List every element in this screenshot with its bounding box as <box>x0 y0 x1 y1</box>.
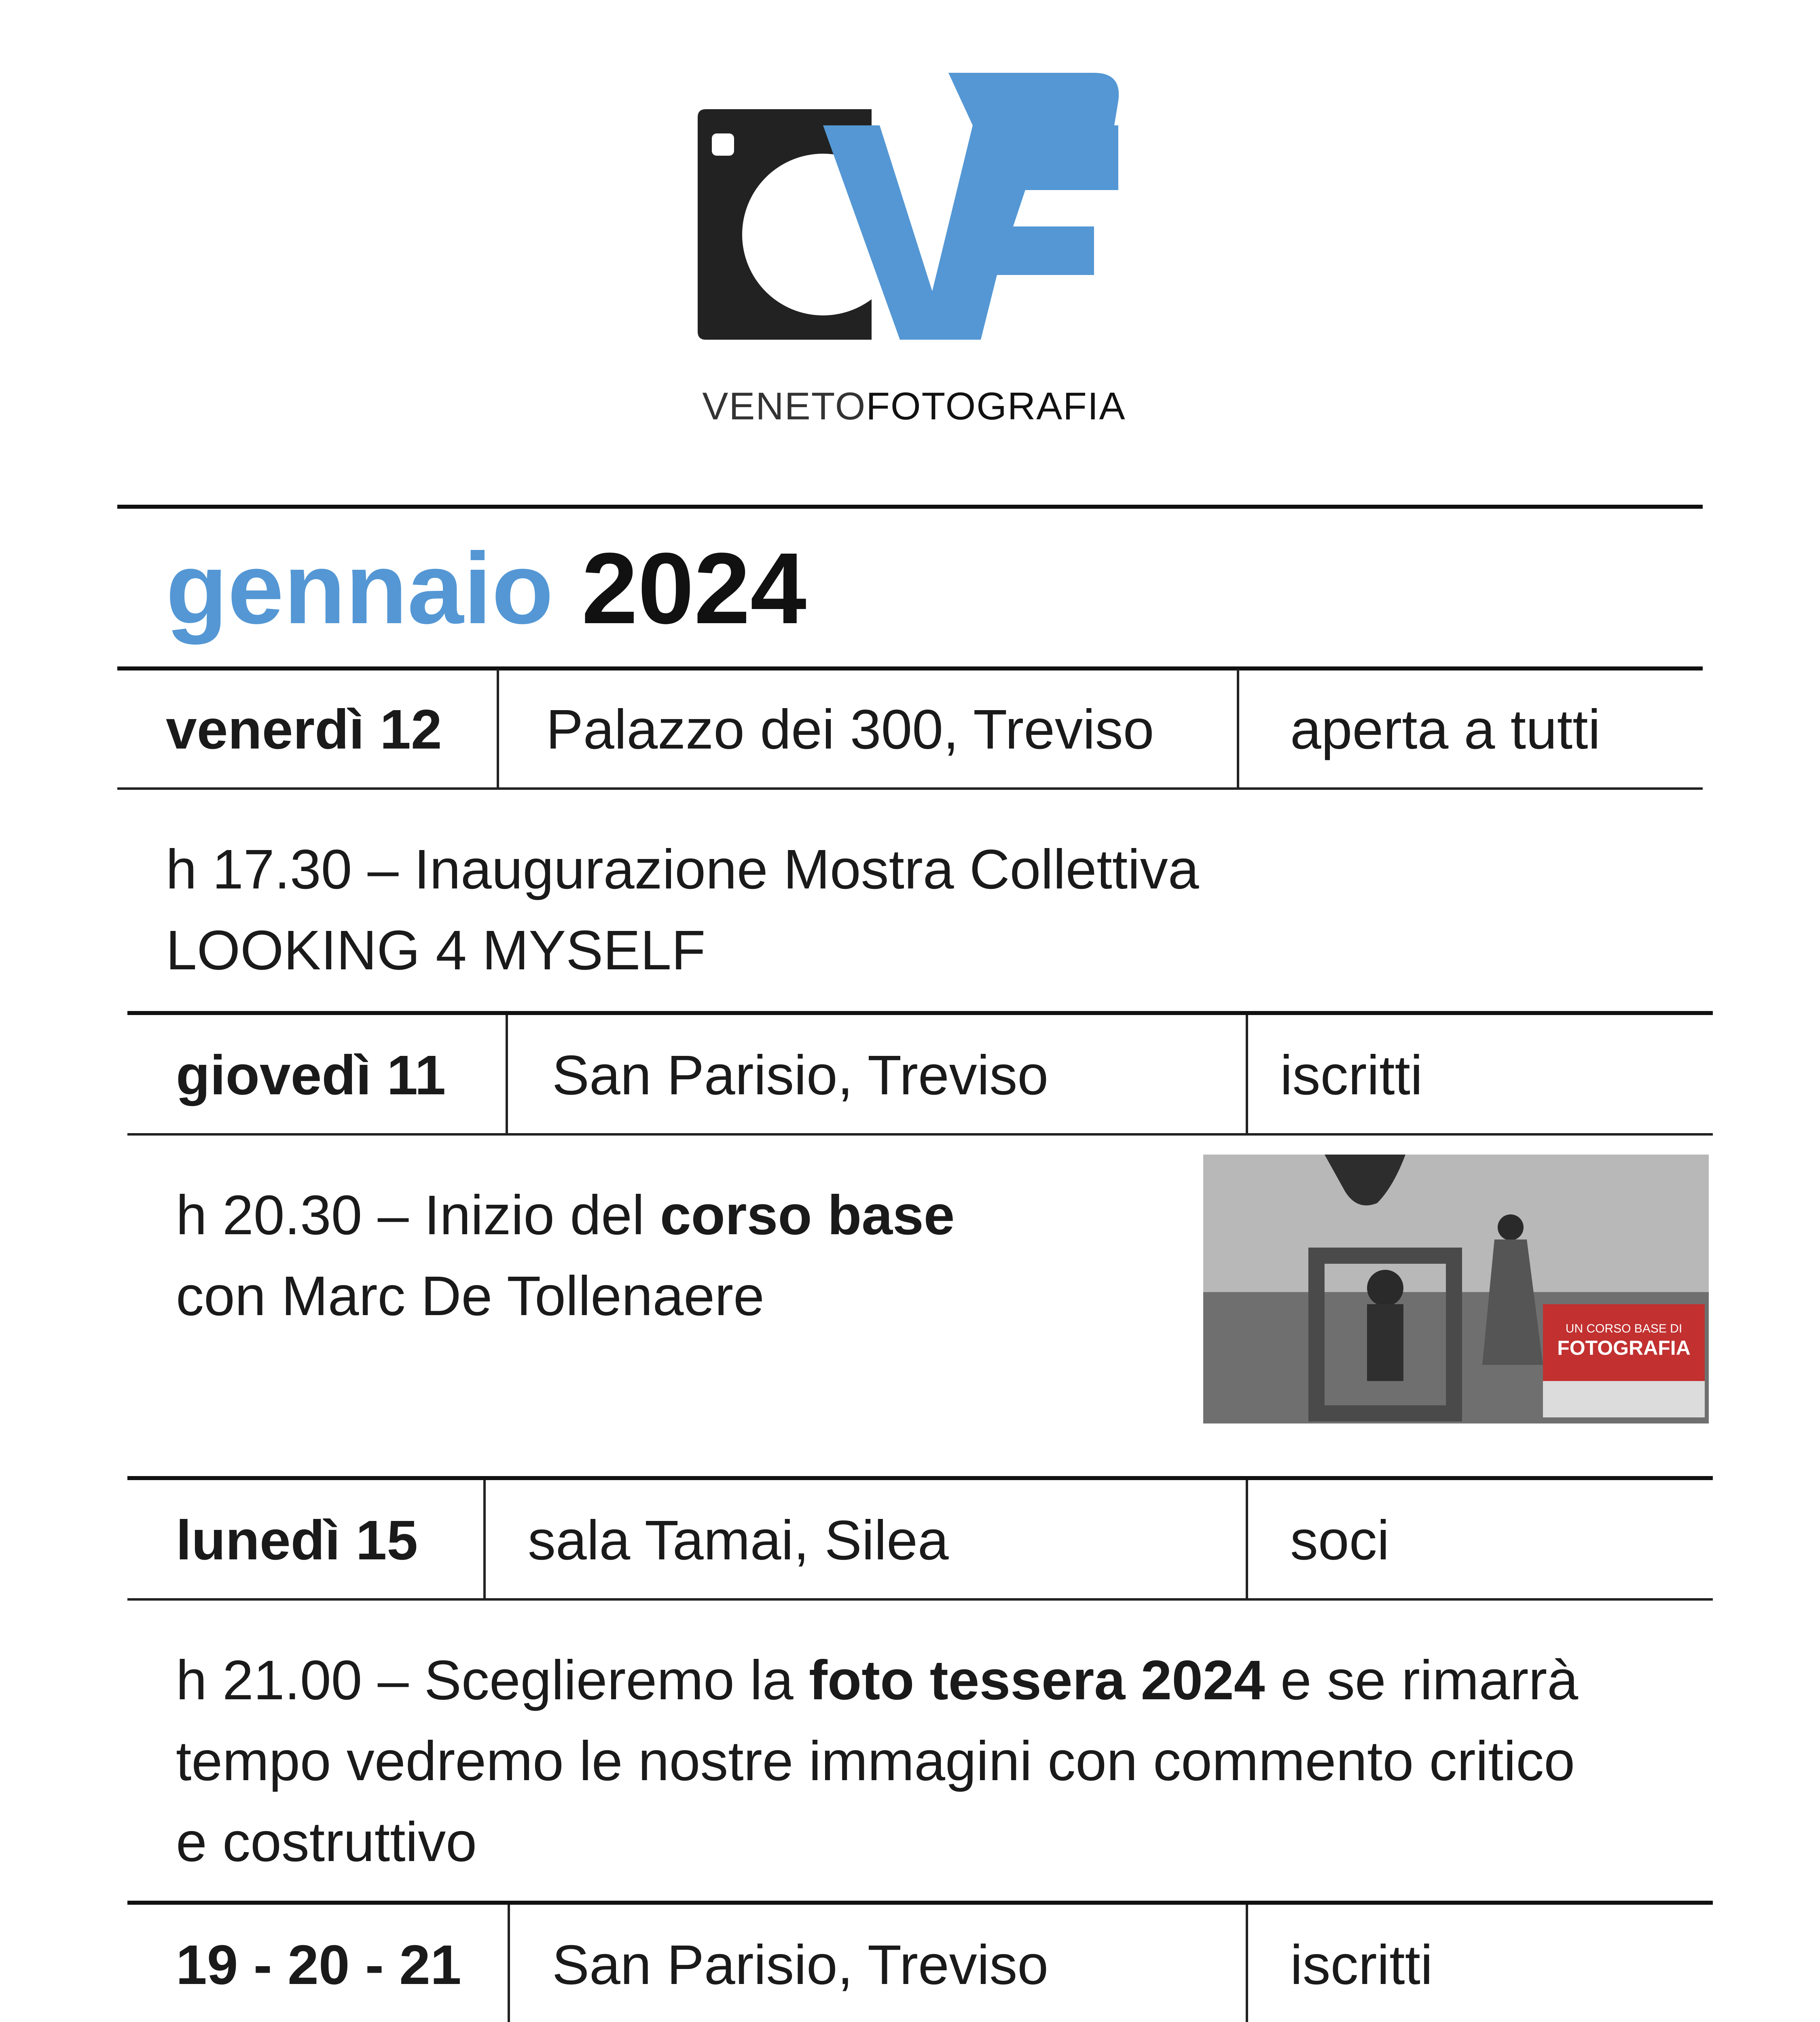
event-1-divider-a <box>497 669 499 789</box>
event-4-top-rule <box>127 1901 1713 1905</box>
event-1-exhibition-title: LOOKING 4 MYSELF <box>166 919 706 981</box>
event-1-place: Palazzo dei 300, Treviso <box>546 698 1154 761</box>
event-2-desc-bold: corso base <box>660 1184 955 1246</box>
logo-wordmark-light: VENETO <box>702 385 866 428</box>
event-1-date: venerdì 12 <box>166 698 442 761</box>
course-photo <box>1203 1155 1709 1423</box>
event-3-desc-line-3: e costruttivo <box>176 1811 477 1873</box>
page-title <box>166 532 806 645</box>
event-4-divider-b <box>1246 1905 1248 2022</box>
event-2-teacher-name: Marc De Tollenaere <box>281 1265 764 1327</box>
event-3-audience: soci <box>1290 1509 1390 1571</box>
event-3-desc-bold: foto tessera 2024 <box>808 1649 1265 1711</box>
event-1-desc-line-1: h 17.30 – Inaugurazione Mostra Collettiva <box>166 838 1199 901</box>
event-3-desc-line-2: tempo vedremo le nostre immagini con commento critico <box>176 1730 1575 1792</box>
event-2-date: giovedì 11 <box>176 1044 446 1106</box>
month-label: gennaio <box>166 532 554 645</box>
event-3-date: lunedì 15 <box>176 1509 418 1571</box>
event-1-audience: aperta a tutti <box>1290 698 1601 761</box>
event-3-divider-b <box>1246 1480 1248 1599</box>
camera-viewfinder <box>712 133 734 156</box>
event-4-place: San Parisio, Treviso <box>552 1934 1049 1996</box>
event-3-description <box>176 1640 1578 1882</box>
event-3-place: sala Tamai, Silea <box>528 1509 949 1571</box>
event-2-desc-pre: h 20.30 – Inizio del <box>176 1184 660 1246</box>
event-2-divider-a <box>506 1015 508 1134</box>
poster-text-2: FOTOGRAFIA <box>1557 1337 1691 1359</box>
event-3-desc-pre: h 21.00 – Sceglieremo la <box>176 1649 809 1711</box>
poster-text-1: UN CORSO BASE DI <box>1565 1322 1682 1335</box>
event-3-row-rule <box>127 1598 1713 1601</box>
event-3-top-rule <box>127 1476 1713 1480</box>
event-2-divider-b <box>1246 1015 1248 1134</box>
header-bottom-rule <box>117 666 1703 670</box>
event-4-audience: iscritti <box>1290 1934 1433 1996</box>
event-2-desc-with: con <box>176 1265 281 1327</box>
logo-wordmark <box>688 384 1141 429</box>
event-1-description <box>166 829 1199 991</box>
header-top-rule <box>117 505 1703 509</box>
event-2-description <box>176 1175 955 1337</box>
event-1-row-rule <box>117 787 1703 790</box>
photo-child <box>1367 1270 1403 1306</box>
venetofotografia-logo <box>690 65 1134 348</box>
event-4-date: 19 - 20 - 21 <box>176 1934 461 1996</box>
event-4-divider-a <box>508 1905 510 2022</box>
event-1-divider-b <box>1237 669 1239 789</box>
event-3-divider-a <box>483 1480 486 1599</box>
event-2-top-rule <box>127 1011 1713 1015</box>
logo-wordmark-bold: FOTOGRAFIA <box>866 385 1126 428</box>
event-2-audience: iscritti <box>1280 1044 1423 1106</box>
event-3-desc-post: e se rimarrà <box>1265 1649 1579 1711</box>
year-label: 2024 <box>581 532 806 645</box>
event-2-place: San Parisio, Treviso <box>552 1044 1049 1106</box>
photo-adult <box>1498 1214 1524 1240</box>
event-2-row-rule <box>127 1133 1713 1136</box>
